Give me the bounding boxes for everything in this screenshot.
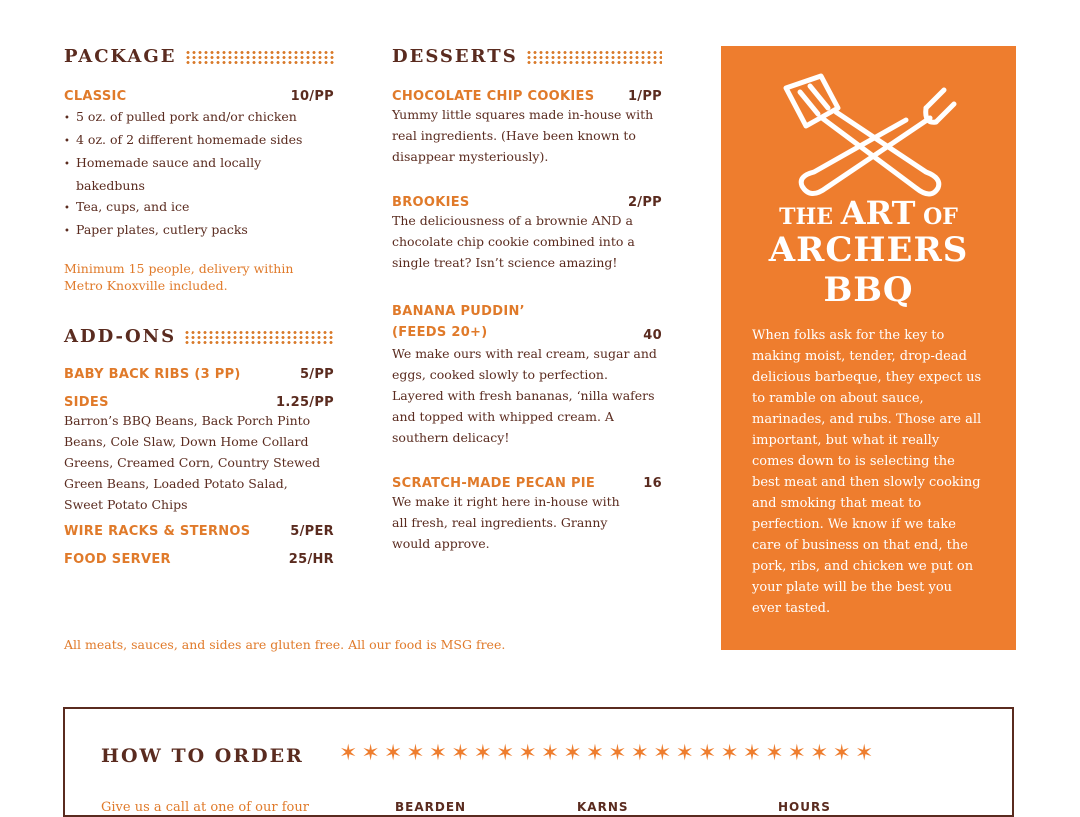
dessert-item (392, 476, 662, 491)
stars-divider: ✶✶✶✶✶✶✶✶✶✶✶✶✶✶✶✶✶✶✶✶✶✶✶✶ (339, 741, 878, 766)
crossed-spatula-fork-icon (766, 68, 966, 208)
package-note: Minimum 15 people, delivery within Metro Knoxville included. (64, 261, 294, 293)
panel-title-line1 (721, 196, 1016, 234)
addons-title-row (64, 326, 334, 347)
dessert-description: The deliciousness of a brownie AND a chocolate chip cookie combined into a single treat? Isn’t science amazing! (392, 213, 635, 270)
how-to-order-box (63, 707, 1014, 817)
package-title: PACKAGE (64, 46, 177, 67)
dotted-divider (184, 330, 334, 344)
addon-item (64, 524, 334, 539)
dotted-divider (185, 50, 335, 64)
dessert-name: CHOCOLATE CHIP COOKIES (392, 89, 595, 104)
addons-section (64, 326, 334, 567)
panel-title-art: ART (840, 194, 916, 232)
addon-name: FOOD SERVER (64, 552, 171, 567)
dessert-price: 40 (643, 328, 662, 343)
panel-title-the: THE (779, 204, 834, 230)
dessert-price: 16 (643, 476, 662, 491)
addons-title: ADD-ONS (64, 326, 177, 347)
dietary-footnote: All meats, sauces, and sides are gluten free. All our food is MSG free. (64, 637, 506, 652)
classic-price: 10/PP (290, 89, 334, 104)
addon-name: BABY BACK RIBS (3 PP) (64, 367, 241, 382)
dessert-price: 2/PP (627, 195, 662, 210)
panel-title-of: OF (923, 204, 958, 230)
hours-heading: HOURS (778, 800, 831, 814)
how-to-order-title: HOW TO ORDER (101, 745, 304, 767)
desserts-section (392, 46, 662, 554)
dotted-divider (526, 50, 662, 64)
classic-name: CLASSIC (64, 89, 127, 104)
art-of-archers-panel (721, 46, 1016, 650)
panel-body-text: When folks ask for the key to making moist, tender, drop-dead delicious barbeque, they expect us to ramble on about sauce, marinades, and rubs. Those are all important, but what it really comes down to is selecting the best meat and then slowly cooking and smoking that meat to perfection. We know if we take care of business on that end, the pork, ribs, and chicken we put on your plate will be the best you ever tasted. (752, 328, 982, 616)
classic-header (64, 89, 334, 104)
dessert-description: We make ours with real cream, sugar and eggs, cooked slowly to perfection. Layered with fresh bananas, ‘nilla wafers and topped with whipped cream. A southern delicacy! (392, 346, 657, 445)
addon-price: 1.25/PP (276, 395, 334, 410)
package-section (64, 46, 334, 294)
addon-item (64, 367, 334, 382)
addon-name: WIRE RACKS & STERNOS (64, 524, 251, 539)
location-karns: KARNS (577, 800, 629, 814)
addon-price: 25/HR (288, 552, 334, 567)
dessert-price: 1/PP (627, 89, 662, 104)
addon-item (64, 395, 334, 410)
desserts-title: DESSERTS (392, 46, 518, 67)
panel-title-line3: BBQ (823, 270, 914, 310)
order-intro: Give us a call at one of our four (101, 800, 309, 815)
bullet-item: • Paper plates, cutlery packs (64, 219, 304, 242)
dessert-item (392, 301, 662, 343)
sides-description: Barron’s BBQ Beans, Back Porch Pinto Beans, Cole Slaw, Down Home Collard Greens, Creamed Corn, Country Stewed Green Beans, Loaded Potato Salad, Sweet Potato Chips (64, 413, 321, 512)
dessert-name: BROOKIES (392, 195, 470, 210)
bullet-item: • 4 oz. of 2 different homemade sides (64, 129, 304, 152)
dessert-item (392, 195, 662, 210)
desserts-title-row (392, 46, 662, 67)
location-bearden: BEARDEN (395, 800, 467, 814)
bullet-item: • Homemade sauce and locally bakedbuns (64, 152, 276, 196)
classic-bullets (64, 106, 304, 242)
dessert-item (392, 89, 662, 104)
addon-price: 5/PER (290, 524, 334, 539)
dessert-description: We make it right here in-house with all fresh, real ingredients. Granny would approve. (392, 494, 620, 551)
addon-name: SIDES (64, 395, 109, 410)
panel-title-line2: ARCHERS (768, 230, 969, 270)
dessert-name: BANANA PUDDIN’ (FEEDS 20+) (392, 304, 525, 340)
addon-item (64, 552, 334, 567)
bullet-item: • Tea, cups, and ice (64, 196, 304, 219)
bullet-item: • 5 oz. of pulled pork and/or chicken (64, 106, 304, 129)
dessert-name: SCRATCH-MADE PECAN PIE (392, 476, 596, 491)
dessert-description: Yummy little squares made in-house with real ingredients. (Have been known to disappear mysteriously). (392, 107, 654, 164)
addon-price: 5/PP (299, 367, 334, 382)
package-title-row (64, 46, 334, 67)
